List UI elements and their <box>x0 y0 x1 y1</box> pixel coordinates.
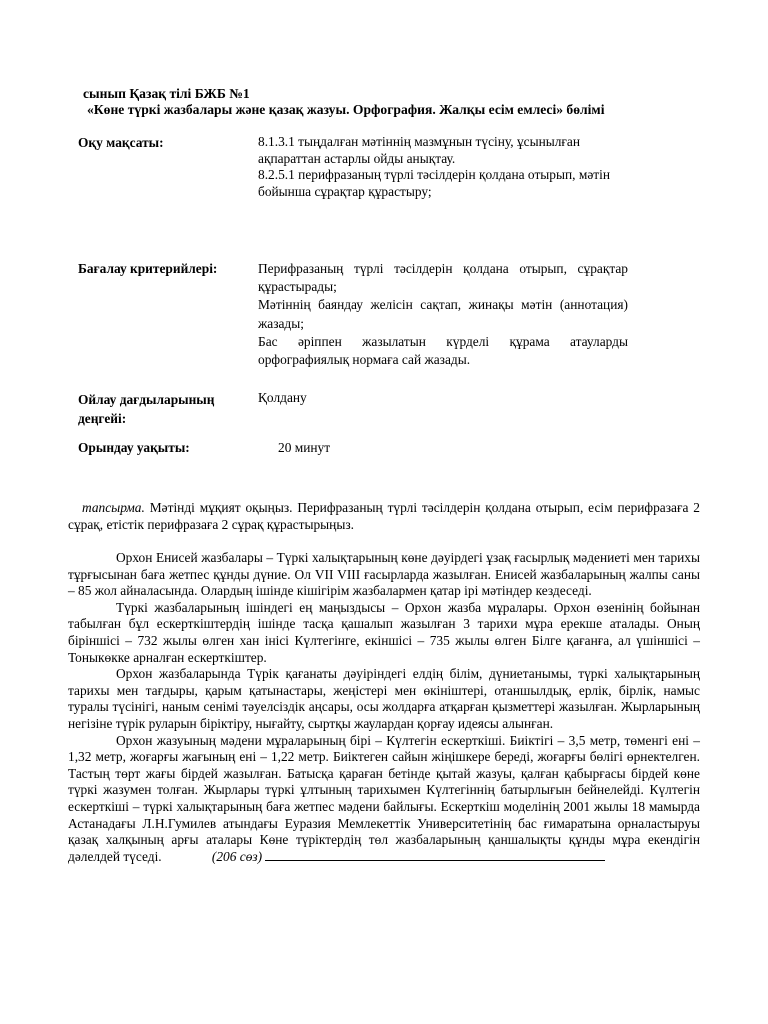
text-paragraph: Орхон жазбаларында Түрік қағанаты дәуіріндегі елдің білім, дүниетанымы, түркі халықтарының тарихы мен тағдыры, қарым қатынастары, жеңістері мен өкініштері, отаншылдық, ерлік, бірлік, намыс туралы түсінігі, наным сенімі тәуелсіздік аңсары, осы жолдарға атқарған қызметтері жазылған. Жырларының негізіне түрік руларын біріктіру, нығайту, сыртқы жаулардан қорғау идеясы алынған. <box>68 666 700 731</box>
reading-text <box>68 550 700 865</box>
task-prefix: тапсырма. <box>82 500 145 515</box>
section-title: «Көне түркі жазбалары және қазақ жазуы. Орфография. Жалқы есім емлесі» бөлімі <box>87 102 605 117</box>
criteria-item: Бас әріппен жазылатын күрделі құрама атауларды орфографиялық нормаға сай жазады. <box>258 333 628 368</box>
criteria-item: Мәтіннің баяндау желісін сақтап, жинақы мәтін (аннотация) жазады; <box>258 297 628 331</box>
task-text: Мәтінді мұқият оқыңыз. Перифразаның түрлі тәсілдерін қолдана отырып, есім перифразаға 2 сұрақ, етістік перифразаға 2 сұрақ құрастырыңыз. <box>68 500 700 532</box>
text-paragraph: Орхон жазуының мәдени мұраларының бірі – Күлтегін ескерткіші. Биіктігі – 3,5 метр, төменгі ені – 1,32 метр, жоғарғы жағының ені – 1,22 метр. Биіктеген сайын жіңішкере береді, жоғарғы бөлігі өрнектелген. Тастың төрт жағы бірдей жазылған. Батысқа қараған бетінде қытай жазуы, қалған қабырғасы бірдей көне түркі жазумен толған. Жырлары түркі ұлтының тарихымен Күлтегіннің батырлығын бейнелейді. Күлтегін ескерткіші – түркі халықтарының баға жетпес мәдени байлығы. Ескерткіш моделінің 2001 жылы 18 мамырда Астанадағы Л.Н.Гумилев атындағы Еуразия Мемлекеттік Университетінің бас ғимаратына орналастыруы қазақ халқының арғы аталары Көне түріктердің төл жазбаларының қаншалықты құнды мұра екендігін дәлелдей түседі. <box>68 732 700 864</box>
answer-line[interactable] <box>265 849 605 861</box>
criteria-label: Бағалау критерийлері: <box>78 261 218 276</box>
text-paragraph: Түркі жазбаларының ішіндегі ең маңыздысы – Орхон жазба мұралары. Орхон өзенінің бойынан табылған бұл ескерткіштердің ішінде тасқа қашалып жазылған 3 тарихи мұра ерекше аталады. Оның біріншісі – 732 жылы өлген хан інісі Күлтегінге, екіншісі – 735 жылы өлген Білге қағанға, ал үшіншісі – Тоныкөкке арналған ескерткіштер. <box>68 599 700 665</box>
text-paragraph: Орхон Енисей жазбалары – Түркі халықтарының көне дәуірдегі ұзақ ғасырлық мәдениеті мен тарихы тұрғысынан баға жетпес құнды дүние. Ол VII VIII ғасырларда жазылған. Енисей жазбаларының жалпы саны – 85 жол айналасында. Олардың ішінде кішігірім жазбалармен қатар ірі мәтіндер кездеседі. <box>68 550 700 599</box>
criteria-item: Перифразаның түрлі тәсілдерін қолдана отырып, сұрақтар құрастырады; <box>258 261 628 295</box>
task-instruction <box>68 500 700 533</box>
thinking-level-label: Ойлау дағдыларының деңгейі: <box>78 392 215 426</box>
objectives-list <box>258 134 628 200</box>
objective-item: 8.2.5.1 перифразаның түрлі тәсілдерін қолдана отырып, мәтін бойынша сұрақтар құрастыру; <box>258 167 611 199</box>
time-value: 20 минут <box>278 440 331 455</box>
text-paragraph-last <box>68 733 700 866</box>
objectives-label: Оқу мақсаты: <box>78 135 164 150</box>
assessment-title: сынып Қазақ тілі БЖБ №1 <box>83 86 250 101</box>
thinking-level-value: Қолдану <box>258 390 307 405</box>
criteria-list <box>258 260 628 369</box>
time-label: Орындау уақыты: <box>78 440 190 455</box>
objective-item: 8.1.3.1 тыңдалған мәтіннің мазмұнын түсіну, ұсынылған ақпараттан астарлы ойды анықтау. <box>258 134 581 166</box>
word-count: (206 сөз) <box>211 848 263 864</box>
